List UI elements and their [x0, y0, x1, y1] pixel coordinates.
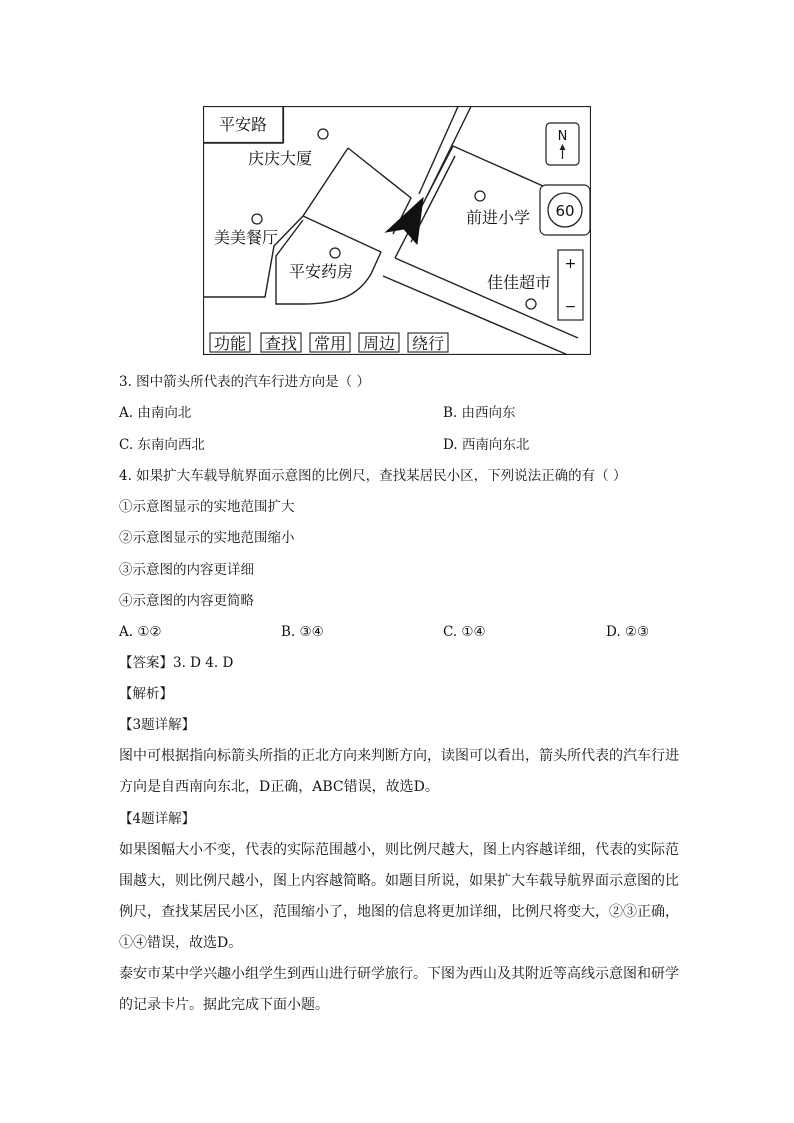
- zoom-in-button[interactable]: +: [564, 256, 577, 272]
- road-label: 平安路: [218, 115, 268, 134]
- q3-detail-title: 【3题详解】: [119, 717, 196, 733]
- q3-option-d[interactable]: D. 西南向东北: [443, 437, 530, 453]
- q4-detail-line-1: 如果图幅大小不变，代表的实际范围越小，则比例尺越大，图上内容越详细，代表的实际范: [119, 842, 679, 858]
- q4-statement-4: ④示意图的内容更简略: [119, 593, 254, 609]
- meimei-marker: [252, 214, 262, 224]
- q3-detail-line-1: 图中可根据指向标箭头所指的正北方向来判断方向，读图可以看出，箭头所代表的汽车行进: [119, 748, 679, 764]
- function-button[interactable]: 功能: [213, 334, 247, 353]
- q4-statement-1: ①示意图显示的实地范围扩大: [119, 499, 295, 515]
- q4-option-d[interactable]: D. ②③: [606, 624, 650, 640]
- search-button[interactable]: 查找: [264, 334, 298, 353]
- qingqing-label: 庆庆大厦: [247, 149, 313, 168]
- map-function-buttons: [210, 333, 448, 353]
- analysis-title: 【解析】: [119, 686, 173, 702]
- q4-statement-3: ③示意图的内容更详细: [119, 562, 254, 578]
- q3-option-b[interactable]: B. 由西向东: [443, 405, 516, 421]
- north-label: N: [557, 129, 568, 144]
- q3-detail-line-2: 方向是自西南向东北，D正确，ABC错误，故选D。: [119, 779, 439, 795]
- q4-option-c[interactable]: C. ①④: [443, 624, 486, 640]
- q3-stem: 3. 图中箭头所代表的汽车行进方向是（ ）: [119, 374, 370, 390]
- intro-line-2: 的记录卡片。据此完成下面小题。: [119, 997, 329, 1013]
- q4-statement-2: ②示意图显示的实地范围缩小: [119, 530, 295, 546]
- qingqing-marker: [318, 129, 328, 139]
- school-label: 前进小学: [465, 208, 531, 227]
- q4-detail-line-4: ①④错误，故选D。: [119, 935, 243, 951]
- pharmacy-label: 平安药房: [288, 262, 354, 281]
- school-marker: [475, 191, 485, 201]
- q4-detail-line-3: 例尺，查找某居民小区，范围缩小了，地图的信息将更加详细，比例尺将变大，②③正确，: [119, 904, 679, 920]
- intro-line-1: 泰安市某中学兴趣小组学生到西山进行研学旅行。下图为西山及其附近等高线示意图和研学: [119, 966, 679, 982]
- zoom-out-button[interactable]: −: [564, 299, 577, 315]
- nearby-button[interactable]: 周边: [362, 334, 396, 353]
- answer-line: 【答案】3. D 4. D: [119, 655, 234, 671]
- pharmacy-marker: [330, 248, 340, 258]
- q4-detail-line-2: 围越大，则比例尺越小，图上内容越简略。如题目所说，如果扩大车载导航界面示意图的比: [119, 873, 679, 889]
- market-marker: [526, 299, 536, 309]
- common-button[interactable]: 常用: [313, 334, 347, 353]
- q4-option-a[interactable]: A. ①②: [119, 624, 162, 640]
- q4-detail-title: 【4题详解】: [119, 811, 196, 827]
- market-label: 佳佳超市: [486, 273, 552, 292]
- speed-limit-value: 60: [555, 202, 575, 220]
- q4-option-b[interactable]: B. ③④: [281, 624, 324, 640]
- meimei-label: 美美餐厅: [213, 228, 279, 247]
- q4-stem: 4. 如果扩大车载导航界面示意图的比例尺，查找某居民小区，下列说法正确的有（ ）: [119, 468, 627, 484]
- detour-button[interactable]: 绕行: [411, 334, 445, 353]
- q3-option-a[interactable]: A. 由南向北: [119, 405, 192, 421]
- navigation-map-figure: [203, 106, 591, 355]
- q3-option-c[interactable]: C. 东南向西北: [119, 437, 205, 453]
- map-svg: [203, 106, 591, 355]
